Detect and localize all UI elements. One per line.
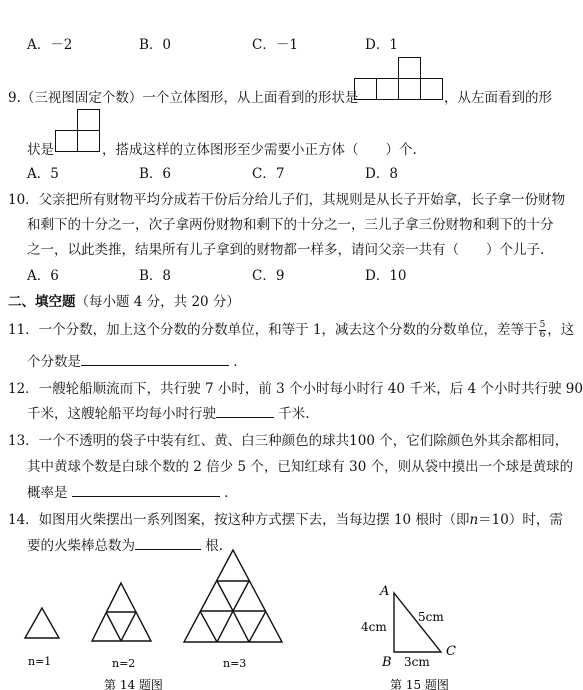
q11-line-2 (27, 350, 247, 370)
left-view-square (77, 130, 100, 152)
q10-line-1: 10．父亲把所有财物平均分成若干份后分给儿子们，其规则是从长子开始拿，长子拿一份财物 (8, 192, 566, 208)
q9-option-c: C．7 (252, 166, 285, 182)
q14-line-1-end: ＝10）时，需 (478, 512, 563, 528)
triangle-n1 (25, 608, 59, 638)
q13-line-2: 其中黄球个数是白球个数的 2 倍少 5 个，已知红球有 30 个，则从袋中摸出一个球是黄球的 (27, 459, 574, 475)
fraction-numerator: 5 (539, 320, 546, 330)
figure-14-label-n2: n=2 (112, 657, 136, 670)
triangle-n2 (92, 583, 151, 641)
figure-15 (350, 575, 500, 690)
left-view-square (55, 130, 78, 152)
q14-line-2-text: 要的火柴棒总数为 (27, 538, 135, 554)
q9-option-b: B．6 (139, 166, 172, 182)
q13-line-1: 13．一个不透明的袋子中装有红、黄、白三种颜色的球共100 个，它们除颜色外其余都相同， (8, 433, 569, 449)
side-ac-label: 5cm (418, 610, 444, 624)
figure-14 (0, 545, 340, 690)
q10-option-a: A．6 (27, 268, 59, 284)
q9-text-a: 9.（三视图固定个数）一个立体图形，从上面看到的形状是 (8, 90, 359, 106)
top-view-square (398, 78, 421, 100)
q14-line-1-text: 14．如图用火柴摆出一系列图案，按这种方式摆下去，当每边摆 10 根时（即 (8, 512, 470, 528)
q11-fraction (539, 321, 547, 340)
top-view-square (398, 57, 421, 79)
q12-line-2 (27, 402, 310, 422)
q11-line-2-text: 个分数是 (27, 354, 81, 370)
q10-line-2: 和剩下的十分之一，次子拿两份财物和剩下的十分之一，三儿子拿三份财物和剩下的十分 (27, 217, 554, 233)
left-view-square (77, 109, 100, 131)
q10-option-d: D．10 (365, 268, 407, 284)
side-bc-label: 3cm (404, 655, 430, 669)
q12-line-1: 12．一艘轮船顺流而下，共行驶 7 小时，前 3 个小时每小时行 40 千米，后 4 个小时共行驶 90 (8, 381, 583, 397)
vertex-b-label: B (382, 655, 392, 670)
q9-text-c: 状是 (27, 142, 54, 158)
q10-line-3: 之一，以此类推，结果所有儿子拿到的财物都一样多，请问父亲一共有（ ）个儿子. (27, 242, 545, 258)
q11-line-1-text: 11．一个分数，加上这个分数的分数单位，和等于 1，减去这个分数的分数单位，差等于 (8, 322, 538, 338)
q12-line-2-text: 千米，这艘轮船平均每小时行驶 (27, 406, 216, 422)
q9-text-d: ，搭成这样的立体图形至少需要小正方体（ ）个. (102, 142, 417, 158)
q13-line-3 (27, 481, 238, 501)
q13-line-3-end: ． (224, 485, 238, 501)
side-ab-label: 4cm (361, 620, 387, 634)
top-view-square (420, 78, 443, 100)
q8-option-d: D．1 (365, 37, 398, 53)
answer-blank[interactable] (81, 351, 229, 366)
q9-text-b: ，从左面看到的形 (444, 90, 552, 106)
figure-15-caption: 第 15 题图 (390, 678, 449, 690)
q9-option-a: A．5 (27, 166, 59, 182)
figure-14-label-n3: n=3 (223, 657, 247, 670)
section-2-header (8, 290, 240, 310)
answer-blank[interactable] (216, 403, 274, 418)
q10-option-b: B．8 (139, 268, 172, 284)
answer-blank[interactable] (72, 482, 220, 497)
q8-option-a: A．－2 (27, 37, 73, 53)
section-2-title: 二、填空题 (8, 294, 76, 310)
fraction-denominator: 6 (539, 330, 546, 340)
variable-n: n (469, 512, 479, 528)
q14-line-2-end: 根. (205, 538, 224, 554)
vertex-a-label: A (380, 584, 390, 599)
q12-line-2-end: 千米. (278, 406, 310, 422)
q11-line-2-end: ． (233, 354, 247, 370)
top-view-square (354, 78, 377, 100)
vertex-c-label: C (446, 644, 456, 659)
triangle-n3 (184, 550, 282, 642)
q14-line-1 (8, 508, 563, 528)
q11-line-1 (8, 318, 574, 340)
q11-line-1-end: ，这 (547, 322, 575, 338)
q8-option-c: C．－1 (252, 37, 298, 53)
top-view-square (376, 78, 399, 100)
figure-14-caption: 第 14 题图 (104, 678, 163, 690)
q13-line-3-text: 概率是 (27, 485, 68, 501)
q9-option-d: D．8 (365, 166, 398, 182)
section-2-note: （每小题 4 分，共 20 分） (75, 294, 240, 310)
q8-option-b: B．0 (139, 37, 172, 53)
figure-14-label-n1: n=1 (28, 655, 52, 668)
q10-option-c: C．9 (252, 268, 285, 284)
